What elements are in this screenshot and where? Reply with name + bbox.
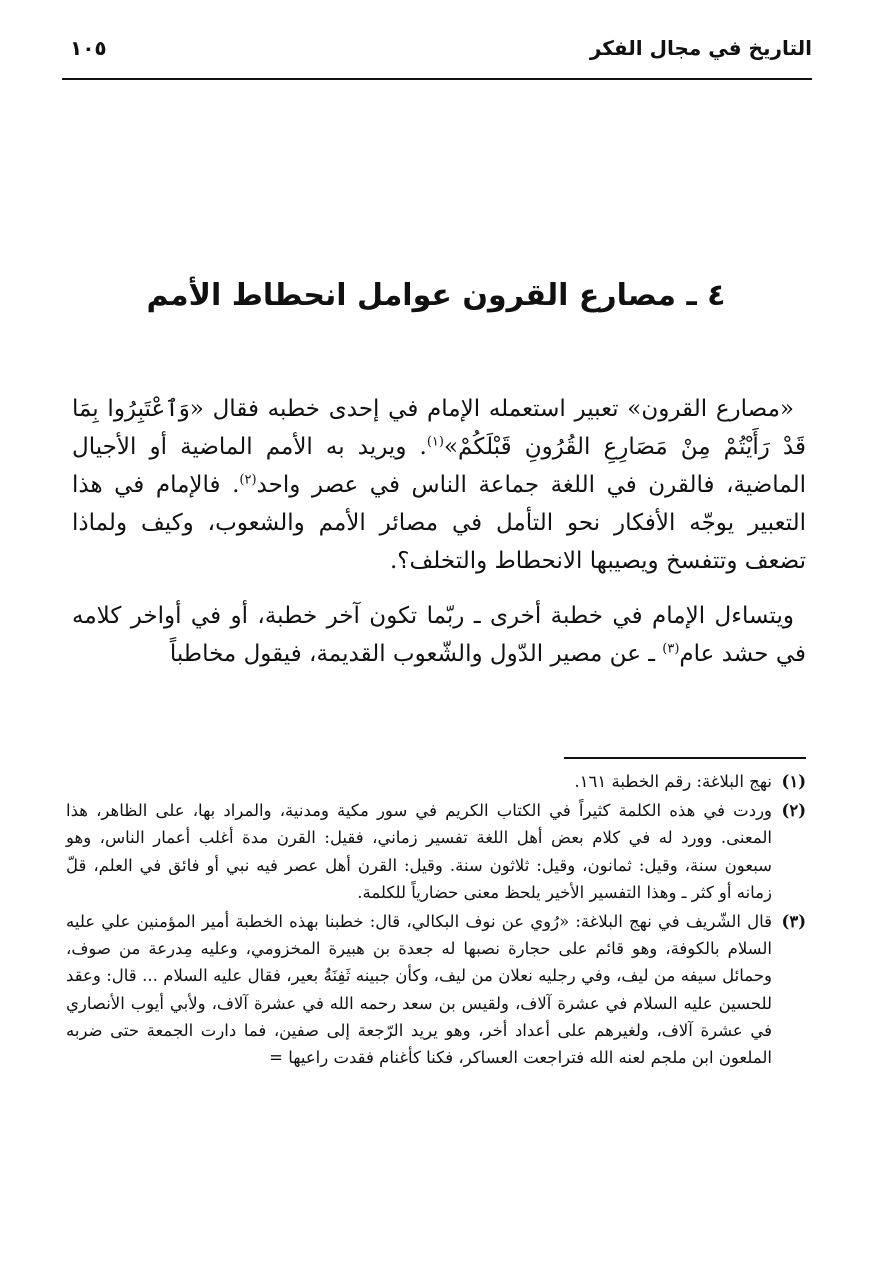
footnote-number: (٣) [781, 912, 806, 932]
footnotes [66, 768, 806, 1073]
running-title: التاريخ في مجال الفكر [589, 36, 812, 60]
footnote [66, 768, 806, 795]
page-number: ١٠٥ [70, 36, 107, 60]
footnote-ref: (١) [426, 434, 444, 450]
footnote-ref: (٣) [662, 641, 680, 657]
footnote [66, 908, 806, 1071]
paragraph-text: ويتساءل الإمام في خطبة أخرى ـ ربّما تكون آخر خطبة، أو في أواخر كلامه في حشد عام [72, 603, 806, 667]
chapter-heading: ٤ ـ مصارع القرون عوامل انحطاط الأمم [146, 278, 726, 313]
paragraph-text: . ويريد به الأمم الماضية أو الأجيال الماضية، فالقرن في اللغة جماعة الناس في عصر واحد [72, 434, 806, 498]
footnote [66, 797, 806, 906]
footnote-text: وردت في هذه الكلمة كثيراً في الكتاب الكريم في سور مكية ومدنية، والمراد بها، على الظاهر، هذا المعنى. وورد له في كلام بعض أهل اللغة تفسير زماني، فقيل: القرن مدة أغلب أعمار الناس، وهو سبعون سنة، وقيل: ثمانون، وقيل: ثلاثون سنة. وقيل: القرن أهل عصر فيه نبي أو فائق في العلم، قلّ زمانه أو كثر ـ وهذا التفسير الأخير يلحظ معنى حضارياً للكلمة. [66, 801, 772, 902]
footnote-text: قال الشّريف في نهج البلاغة: «رُوي عن نوف البكالي، قال: خطبنا بهذه الخطبة أمير المؤمنين علي عليه السلام بالكوفة، وهو قائم على حجارة نصبها له جعدة بن هبيرة المخزومي، وعليه مِدرعة من صوف، وحمائل سيفه من ليف، وفي رجليه نعلان من ليف، وكأن جبينه ثَفِنَةُ بعير، فقال عليه السلام ... قال: وعقد للحسين عليه السلام في عشرة آلاف، ولقيس بن سعد رحمه الله في عشرة آلاف، ولأبي أيوب الأنصاري في عشرة آلاف، ولغيرهم على أعداد أخر، وهو يريد الرّجعة إلى صفين، فما دارت الجمعة حتى ضربه الملعون ابن ملجم لعنه الله فتراجعت العساكر، فكنا كأغنام فقدت راعيها = [66, 912, 772, 1068]
footnote-divider [564, 757, 806, 759]
paragraph [72, 390, 806, 580]
paragraph-text: . فالإمام في هذا التعبير يوجّه الأفكار نحو التأمل في مصائر الأمم والشعوب، وكيف ولماذا تضعف وتتفسخ ويصيبها الانحطاط والتخلف؟. [72, 472, 806, 574]
paragraph-text: «مصارع القرون» تعبير استعمله الإمام في إحدى خطبه فقال «وَٱعْتَبِرُوا بِمَا قَدْ رَأَيْتُمْ مِنْ مَصَارِعِ القُرُونِ قَبْلَكُمْ» [72, 396, 806, 460]
footnote-ref: (٢) [239, 472, 257, 488]
footnote-text: نهج البلاغة: رقم الخطبة ١٦١. [574, 772, 772, 791]
body-text [72, 390, 806, 690]
footnote-number: (٢) [781, 801, 806, 821]
running-header [62, 32, 812, 80]
paragraph [72, 597, 806, 673]
footnote-number: (١) [781, 772, 806, 791]
paragraph-text: ـ عن مصير الدّول والشّعوب القديمة، فيقول مخاطباً [169, 641, 663, 667]
